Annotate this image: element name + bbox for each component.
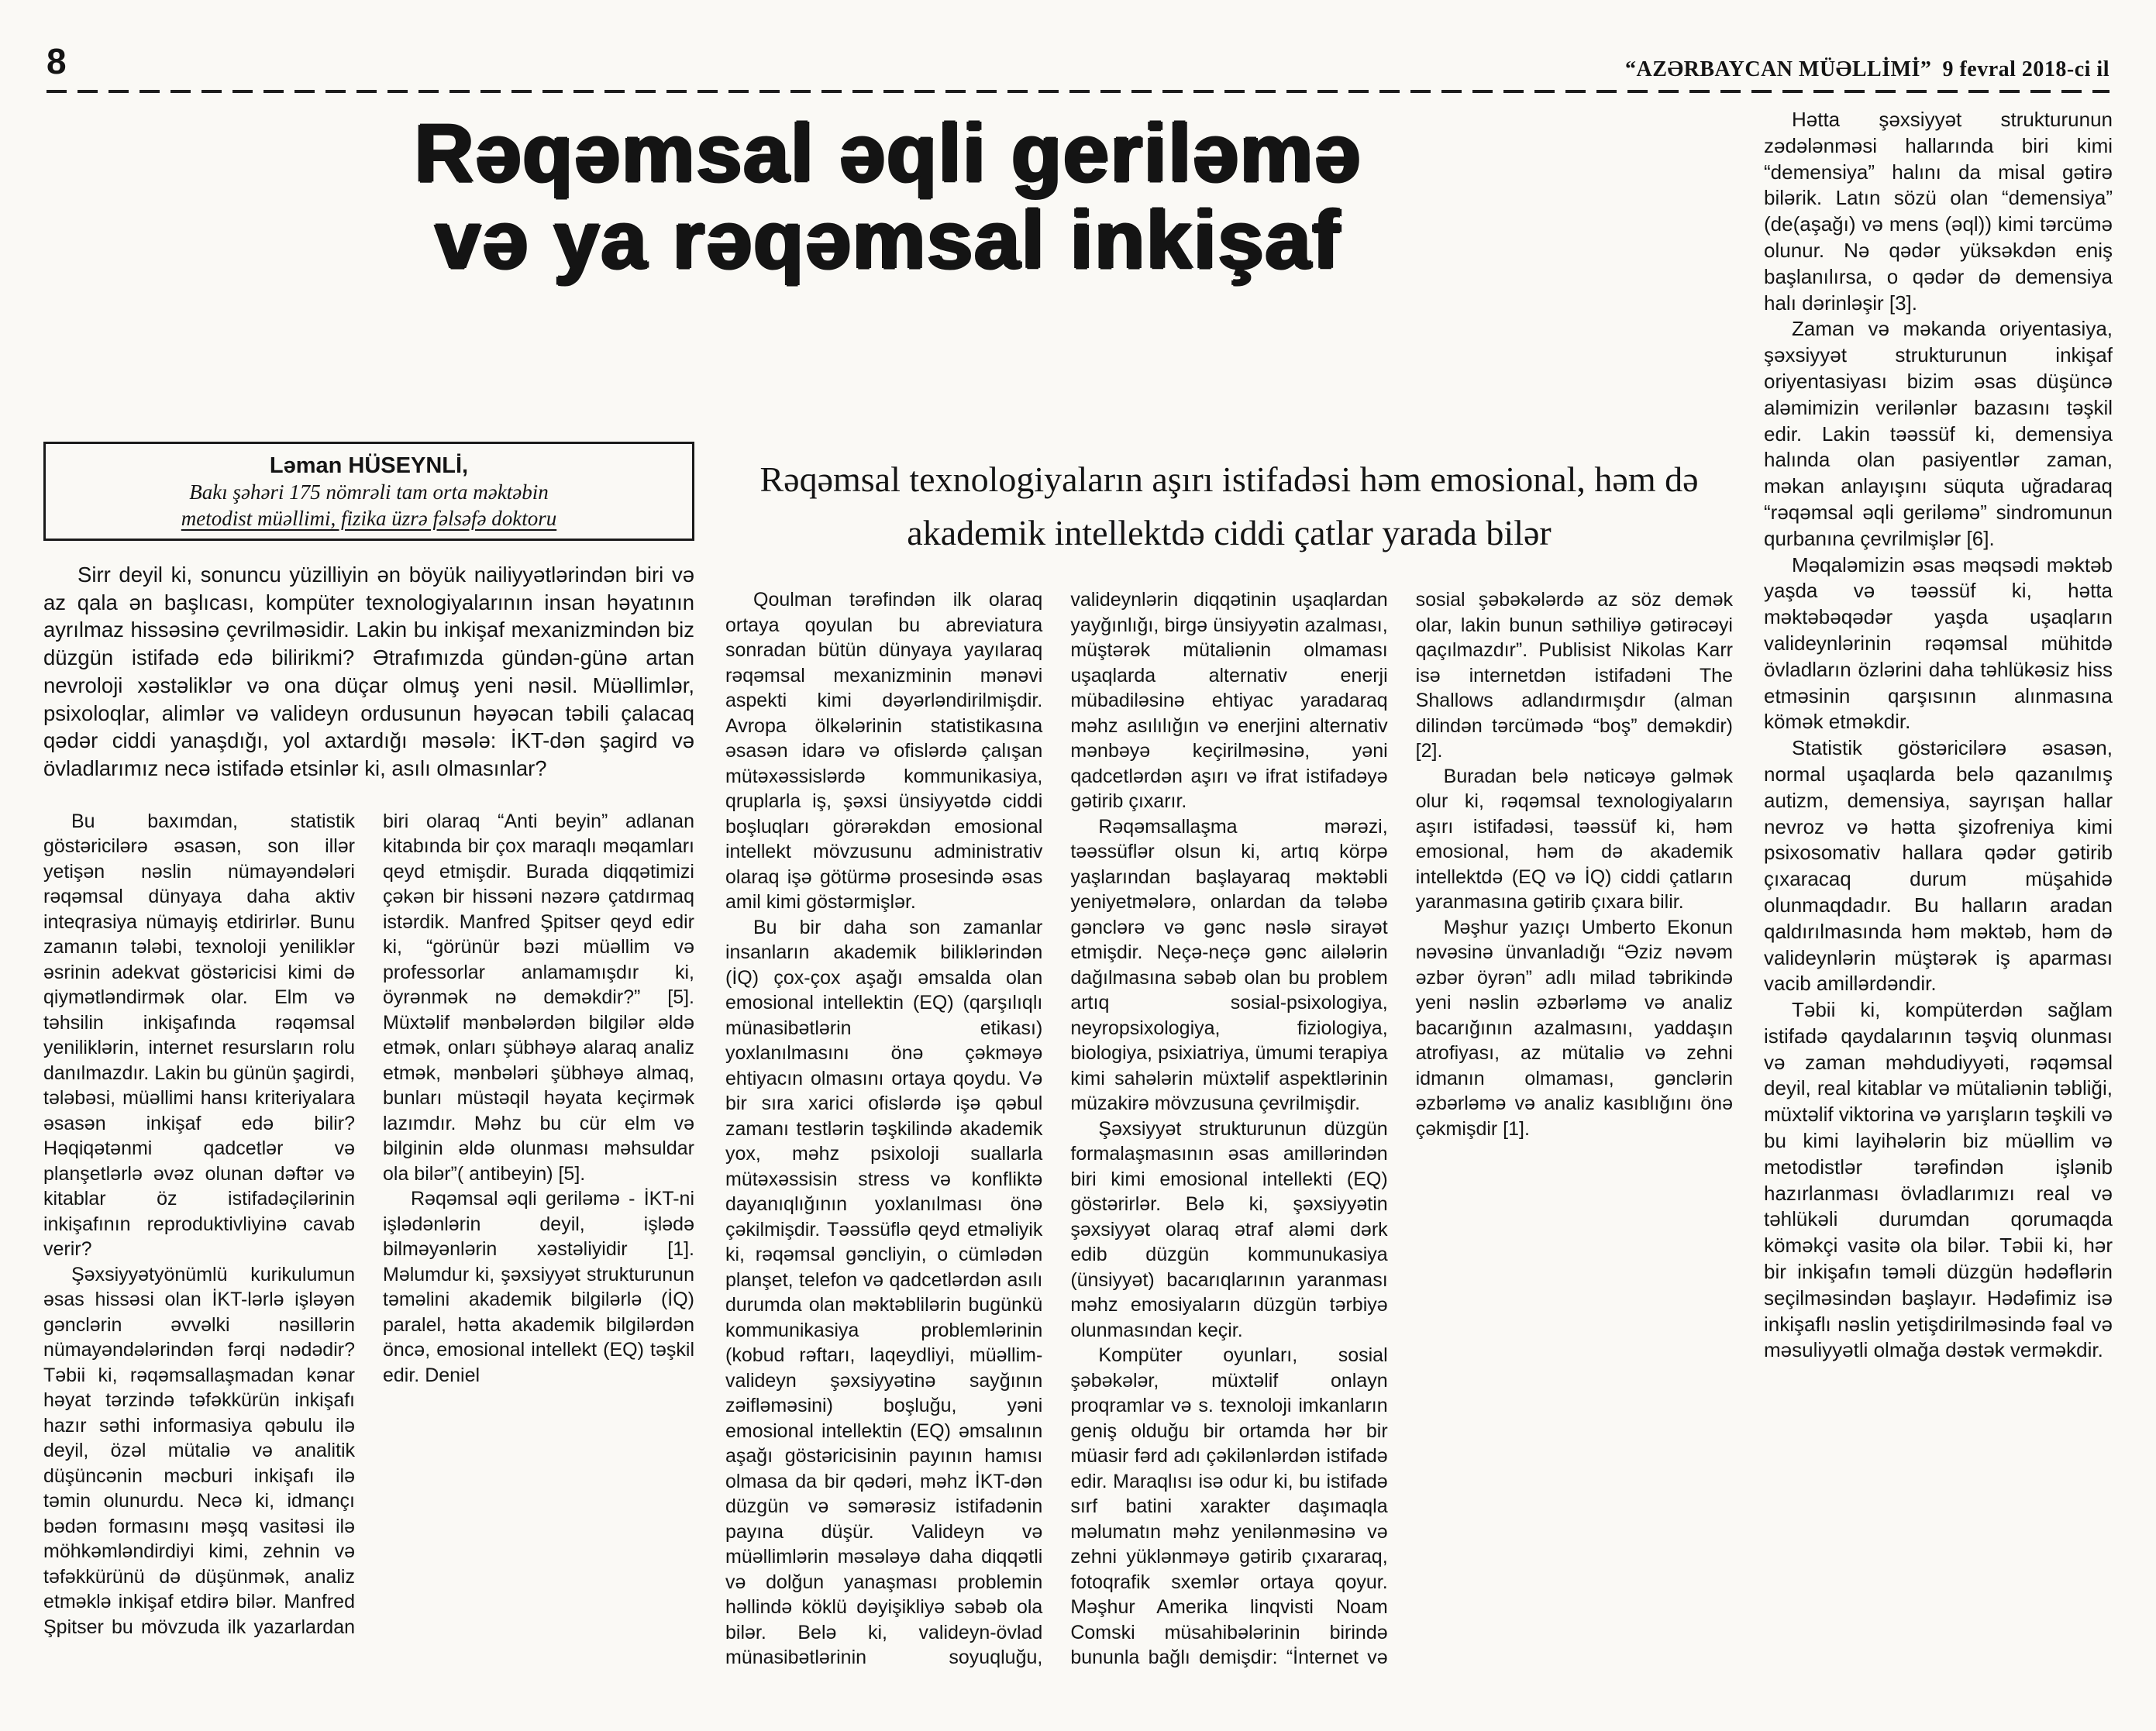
- deck-subtitle: Rəqəmsal texnologiyaların aşırı istifadəsi həm emosional, həm də akademik intellektdə ciddi çatlar yarada bilər: [759, 459, 1699, 552]
- headline-line-2: və ya rəqəmsal inkişaf: [435, 194, 1341, 287]
- author-box: [43, 442, 694, 541]
- article-body-wrapper: [43, 442, 1733, 1711]
- middle-column-group: [725, 442, 1733, 1711]
- article-main-area: [43, 101, 1733, 1711]
- paragraph: Məqaləmizin əsas məqsədi məktəb yaşda və təəssüf ki, hətta məktəbəqədər yaşda uşaqların valideynlərinin rəqəmsal mühitdə övladların özlərini daha təhlükəsiz hiss etməsinin qarşısının alınmasına kömək etməkdir.: [1764, 552, 2113, 734]
- issue-date: 9 fevral 2018-ci il: [1942, 57, 2110, 81]
- author-name: Ləman HÜSEYNLİ,: [269, 453, 469, 478]
- paragraph: Zaman və məkanda oriyentasiya, şəxsiyyət strukturunun inkişaf oriyentasiyası bizim əsas düşüncə aləmimizin verilənlər bazasını təşkil edir. Lakin təəssüf ki, demensiya halında olan pasiyentlər zaman, məkan anlayışını süquta uğradaraq “rəqəmsal əqli geriləmə” sindromunun qurbanına çevrilmişlər [6].: [1764, 317, 2113, 550]
- body-columns-middle: [725, 587, 1733, 1672]
- paragraph: Bu bir daha son zamanlar insanların akademik biliklərindən (İQ) çox-çox aşağı əmsalda olan emosional intellektin (EQ) (qarşılıqlı münasibətlərin etikası) yoxlanılmasını önə çəkməyə ehtiyacın olmasını ortaya qoydu. Və bir sıra xarici ofislərdə işə qəbul zamanı testlərin təşkilində akademik yox, məhz psixoloji suallarla mütəxəssisin stress və konfliktə dayanıqlığının yoxlanılması önə çəkilmişdir. Təəssüflə qeyd etməliyik ki, rəqəmsal gəncliyin, o cümlədən planşet, telefon və qadcetlərdən asılı durumda olan məktəblilərin bugünkü kommunikasiya problemlərinin (kobud rəftarı, laqeydliyi, müəllim-valideyn şəxsiyyətinə sayğının zəifləməsini) boşluğu, yəni emosional intellektin (EQ) əmsalının aşağı göstəricisinin payının hamısı olmasa da bir qədəri, məhz İKT-dən düzgün və səmərəsiz istifadənin payına düşür. Valideyn və müəllimlərin məsələyə daha diqqətli və dolğun yanaşması problemin həllində köklü dəyişikliyə səbəb ola bilər. Belə ki, valideyn-övlad münasibətlərinin soyuqluğu, valideynlərin diqqətinin uşaqlardan yayğınlığı, birgə ünsiyyətin azalması, müştərək mütaliənin olmaması uşaqlarda alternativ enerji mübadiləsinə ehtiyac yaradaraq məhz asılılığın və enerjini alternativ mənbəyə keçirilməsinə, yəni qadcetlərdən aşırı və ifrat istifadəyə gətirib çıxarır.: [725, 589, 1388, 1668]
- headline: [43, 101, 1733, 442]
- paragraph: Rəqəmsallaşma mərəzi, təəssüflər olsun ki, artıq körpə yaşlarından başlayaraq məktəbli yeniyetmələrə, onlardan da tələbə gənclərə və gənc nəslə sirayət etmişdir. Neçə-neçə gənc ailələrin dağılmasına səbəb olan bu problem artıq sosial-psixologiya, neyropsixologiya, fiziologiya, biologiya, psixiatriya, ümumi terapiya kimi sahələrin müxtəlif aspektlərinin müzakirə mövzusuna çevrilmişdir.: [1070, 815, 1388, 1114]
- body-column-right: [1764, 101, 2113, 1697]
- paragraph: Bu baxımdan, statistik göstəricilərə əsasən, son illər yetişən nəslin nümayəndələri rəqəmsal dünyaya daha aktiv inteqrasiya nümayiş etdirirlər. Bunu zamanın tələbi, texnoloji yeniliklər əsrinin adekvat göstəricisi kimi də qiymətləndirmək olar. Elm və təhsilin inkişafında rəqəmsal yeniliklərin, internet resursların rolu danılmazdır. Lakin bu günün şagirdi, tələbəsi, müəllimi hansı kriteriyalara əsasən inkişaf edə bilir? Həqiqətənmi qadcetlər və planşetlərlə əvəz olunan dəftər və kitablar öz istifadəçilərinin inkişafının reproduktivliyinə cavab verir?: [43, 810, 355, 1261]
- masthead-line: [1625, 57, 2110, 82]
- page-header: [0, 0, 2156, 90]
- paragraph: Kompüter oyunları, sosial şəbəkələr, müxtəlif onlayn proqramlar və s. texnoloji imkanların geniş olduğu bir ortamda hər bir müasir fərd adı çəkilənlərdən istifadə edir. Maraqlısı isə odur ki, bu istifadə sırf batini xarakter daşımaqla məlumatın məhz yenilənməsinə və zehni yüklənməyə gətirib çıxararaq, fotoqrafik sxemlər ortaya qoyur. Məşhur Amerika linqvisti Noam Comski müsahibələrinin birində bununla bağlı demişdir: “İnternet və sosial şəbəkələrdə az söz demək olar, lakin bunun səthiliyə gətirəcəyi qaçılmazdır”. Publisist Nikolas Karr isə internetdən istifadəni The Shallows adlandırmışdır (alman dilindən tərcümədə “boş” deməkdir) [2].: [1070, 589, 1733, 1668]
- paragraph: Məşhur yazıçı Umberto Ekonun nəvəsinə ünvanladığı “Əziz nəvəm əzbər öyrən” adlı milad təbrikində yeni nəslin əzbərləmə və analiz bacarığının azalmasını, yaddaşın atrofiyası, az mütaliə və zehni idmanın olmaması, gənclərin əzbərləmə və analiz kasıblığını önə çəkmişdir [1].: [1415, 916, 1733, 1140]
- headline-line-1: Rəqəmsal əqli geriləmə: [414, 108, 1362, 199]
- paragraph: Rəqəmsal əqli geriləmə - İKT-ni işlədənlərin deyil, işlədə bilməyənlərin xəstəliyidir [1]. Məlumdur ki, şəxsiyyət strukturunun təməlini akademik bilgilərlə (İQ) paralel, hətta akademik bilgilərdən öncə, emosional intellekt (EQ) təşkil edir. Deniel: [383, 1188, 694, 1386]
- paragraph: Buradan belə nəticəyə gəlmək olur ki, rəqəmsal texnologiyaların aşırı istifadəsi, təəssüf ki, həm emosional, həm də akademik intellektdə (EQ və İQ) ciddi çatların yaranmasına gətirib çıxara bilir.: [1415, 765, 1733, 913]
- body-columns-left: [43, 809, 694, 1646]
- paragraph: Qoulman tərəfindən ilk olaraq ortaya qoyulan bu abreviatura sonradan bütün dünyaya yayılaraq rəqəmsal mexanizminin mənəvi aspekti kimi dəyərləndirilmişdir. Avropa ölkələrinin statistikasına əsasən idarə və ofislərdə çalışan mütəxəssislərdə kommunikasiya, qruplarla iş, şəxsi ünsiyyətdə ciddi boşluqları görərəkdən emosional intellekt mövzusunu administrativ olaraq işə götürmə prosesində əsas amil kimi göstərmişlər.: [725, 589, 1043, 913]
- left-column-group: [43, 442, 694, 1711]
- paragraph: Şəxsiyyətyönümlü kurikulumun əsas hissəsi olan İKT-lərlə işləyən gənclərin əvvəlki nəsillərin nümayəndələrindən fərqi nədədir? Təbii ki, rəqəmsallaşmadan kənar həyat tərzində təfəkkürün inkişafı hazır səthi informasiya qəbulu ilə deyil, özəl mütaliə və analitik düşüncənin məcburi inkişafı ilə təmin olunurdu. Necə ki, idmançı bədən formasını məşq vasitəsi ilə möhkəmləndirdiyi kimi, zehnin və təfəkkürünü də düşünmək, analiz etməklə inkişaf etdirə bilər. Manfred Şpitser bu mövzuda ilk yazarlardan biri olaraq “Anti beyin” adlanan kitabında bir çox maraqlı məqamları qeyd etmişdir. Burada diqqətimizi çəkən bir hissəni nəzərə çatdırmaq istərdik. Manfred Şpitser qeyd edir ki, “görünür bəzi müəllim və professorlar anlamamışdır ki, öyrənmək nə deməkdir?” [5]. Müxtəlif mənbələrdən bilgilər əldə etmək, onları şübhəyə alaraq analiz etmək, mənbələri şübhəyə almaq, bunları müstəqil həyata keçirmək lazımdır. Məhz bu cür elm və bilginin əldə olunması məhsuldar ola bilər”( antibeyin) [5].: [43, 810, 694, 1638]
- lead-paragraph: Sirr deyil ki, sonuncu yüzilliyin ən böyük nailiyyətlərindən biri və az qala ən başlıcası, kompüter texnologiyalarının insan həyatının ayrılmaz hissəsinə çevrilməsidir. Lakin bu inkişaf mexanizmindən biz düzgün istifadə edə bilirikmi? Ətrafımızda gündən-günə artan nevroloji xəstəliklər və ona düçar olmuş yeni nəsil. Müəllimlər, psixoloqlar, alimlər və valideyn ordusunun həyəcan təbili çalacaq qədər ciddi yanaşdığı, yol axtardığı məsələ: İKT-dən şagird və övladlarımız necə istifadə etsinlər ki, asılı olmasınlar?: [43, 562, 694, 780]
- article-content: [0, 93, 2156, 1711]
- paragraph: Təbii ki, kompüterdən sağlam istifadə qaydalarının təşviq olunması və zaman məhdudiyyəti, rəqəmsal deyil, real kitablar və mütaliənin təbliği, müxtəlif viktorina və yarışların təşkili və bu kimi layihələrin biz müəllim və metodistlər tərəfindən işlənib hazırlanması övladlarımızı real və təhlükəli durumdan qorumaqda köməkçi vasitə ola bilər. Təbii ki, hər bir inkişafın təməli düzgün hədəflərin seçilməsindən başlayır. Hədəfimiz isə inkişaflı nəslin yetişdirilməsində fəal və məsuliyyətli olmağa dəstək verməkdir.: [1764, 998, 2113, 1362]
- paragraph: Hətta şəxsiyyət strukturunun zədələnməsi hallarında biri kimi “demensiya” halını da misal gətirə bilərik. Latın sözü olan “demensiya” (de(aşağı) və mens (əql)) kimi tərcümə olunur. Nə qədər yüksəkdən eniş başlanılırsa, o qədər də demensiya halı dərinləşir [3].: [1764, 108, 2113, 315]
- paragraph: Şəxsiyyət strukturunun düzgün formalaşmasının əsas amillərindən biri kimi emosional intellekti (EQ) göstərirlər. Belə ki, şəxsiyyətin şəxsiyyət olaraq ətraf aləmi dərk edib düzgün kommunukasiya (ünsiyyət) bacarıqlarının yaranması məhz emosiyaların düzgün tərbiyə olunmasından keçir.: [1070, 1117, 1388, 1341]
- paragraph: Statistik göstəricilərə əsasən, normal uşaqlarda belə qazanılmış autizm, demensiya, sayrışan hallar nevroz və hətta şizofreniya kimi psixosomativ hallara qədər gətirib çıxaracaq durum müşahidə olunmaqdadır. Bu halların aradan qaldırılmasında həm məktəb, həm də valideynlərin müştərək iş aparması vacib amillərdəndir.: [1764, 736, 2113, 996]
- page-number: 8: [46, 41, 67, 81]
- masthead-title: “AZƏRBAYCAN MÜƏLLİMİ”: [1625, 57, 1932, 81]
- author-affiliation-line-2: metodist müəllimi, fizika üzrə fəlsəfə doktoru: [181, 507, 557, 530]
- author-affiliation-line-1: Bakı şəhəri 175 nömrəli tam orta məktəbin: [189, 480, 549, 504]
